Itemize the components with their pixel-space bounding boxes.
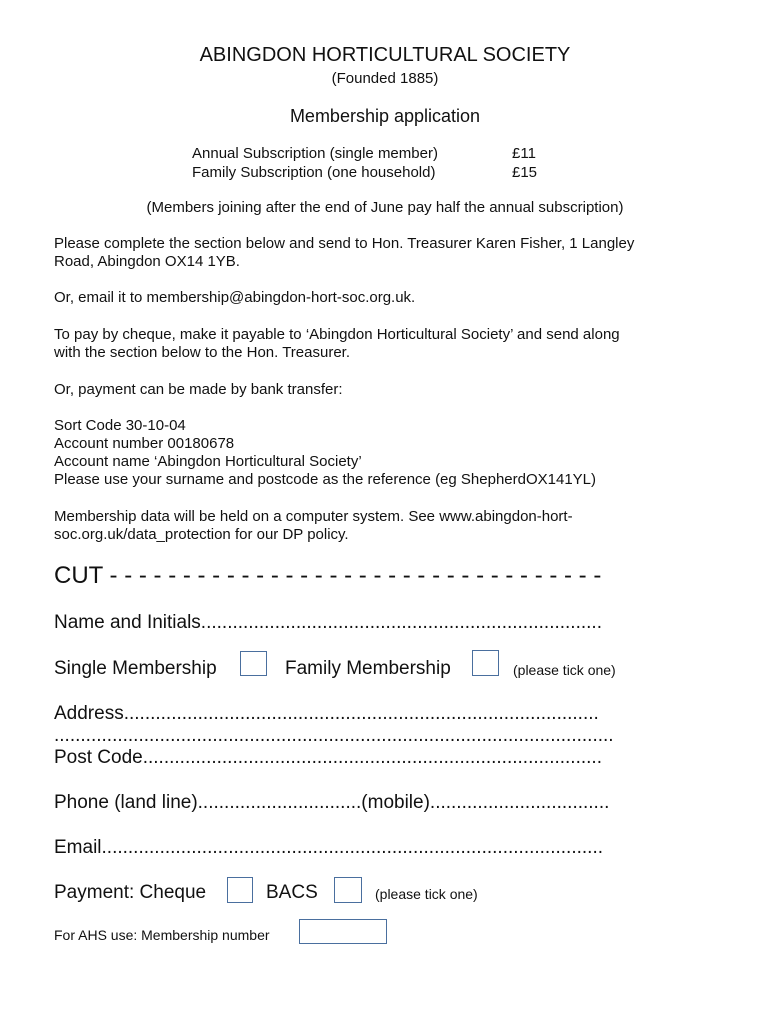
cheque-checkbox[interactable] xyxy=(227,877,253,903)
name-field[interactable]: Name and Initials............................................................................ xyxy=(54,612,602,633)
cheque-instructions-line-2: with the section below to the Hon. Treasurer. xyxy=(54,344,350,361)
bacs-label: BACS xyxy=(266,882,318,903)
founded-text: (Founded 1885) xyxy=(331,70,439,87)
family-membership-checkbox[interactable] xyxy=(472,650,499,676)
send-instructions-line-1: Please complete the section below and send to Hon. Treasurer Karen Fisher, 1 Langley xyxy=(54,235,635,252)
sort-code: Sort Code 30-10-04 xyxy=(54,417,186,434)
bank-transfer-intro: Or, payment can be made by bank transfer: xyxy=(54,381,343,398)
payment-tick-note: (please tick one) xyxy=(375,886,478,902)
address-field[interactable]: Address.......................................................................................... xyxy=(54,703,599,724)
membership-tick-note: (please tick one) xyxy=(513,662,616,678)
data-protection-line-2: soc.org.uk/data_protection for our DP policy. xyxy=(54,526,349,543)
membership-number-input[interactable] xyxy=(299,919,387,944)
postcode-field[interactable]: Post Code....................................................................................... xyxy=(54,747,602,768)
email-instructions: Or, email it to membership@abingdon-hort-soc.org.uk. xyxy=(54,289,416,306)
single-membership-checkbox[interactable] xyxy=(240,651,267,676)
account-number: Account number 00180678 xyxy=(54,435,235,452)
cheque-instructions-line-1: To pay by cheque, make it payable to ‘Abingdon Horticultural Society’ and send along xyxy=(54,326,620,343)
payment-cheque-label: Payment: Cheque xyxy=(54,882,207,903)
send-instructions-line-2: Road, Abingdon OX14 1YB. xyxy=(54,253,240,270)
fee-family-label: Family Subscription (one household) xyxy=(192,164,436,181)
cut-line: CUT - - - - - - - - - - - - - - - - - - - - - - - - - - - - - - - - - - xyxy=(54,562,602,589)
single-membership-label: Single Membership xyxy=(54,658,217,679)
fee-family-price: £15 xyxy=(512,164,538,181)
bacs-checkbox[interactable] xyxy=(334,877,362,903)
address-field-line-2[interactable]: .......................................................................................................... xyxy=(54,725,614,746)
fee-annual-label: Annual Subscription (single member) xyxy=(192,145,438,162)
email-field[interactable]: Email............................................................................................... xyxy=(54,837,603,858)
data-protection-line-1: Membership data will be held on a computer system. See www.abingdon-hort- xyxy=(54,508,573,525)
half-subscription-note: (Members joining after the end of June pay half the annual subscription) xyxy=(146,199,624,216)
form-title: Membership application xyxy=(289,106,481,126)
fee-annual-price: £11 xyxy=(512,145,536,162)
family-membership-label: Family Membership xyxy=(285,658,451,679)
account-name: Account name ‘Abingdon Horticultural Society’ xyxy=(54,453,362,470)
ahs-use-label: For AHS use: Membership number xyxy=(54,927,270,943)
society-title: ABINGDON HORTICULTURAL SOCIETY xyxy=(199,44,571,66)
payment-reference: Please use your surname and postcode as the reference (eg ShepherdOX141YL) xyxy=(54,471,597,488)
phone-field[interactable]: Phone (land line)...............................(mobile).................................. xyxy=(54,792,610,813)
